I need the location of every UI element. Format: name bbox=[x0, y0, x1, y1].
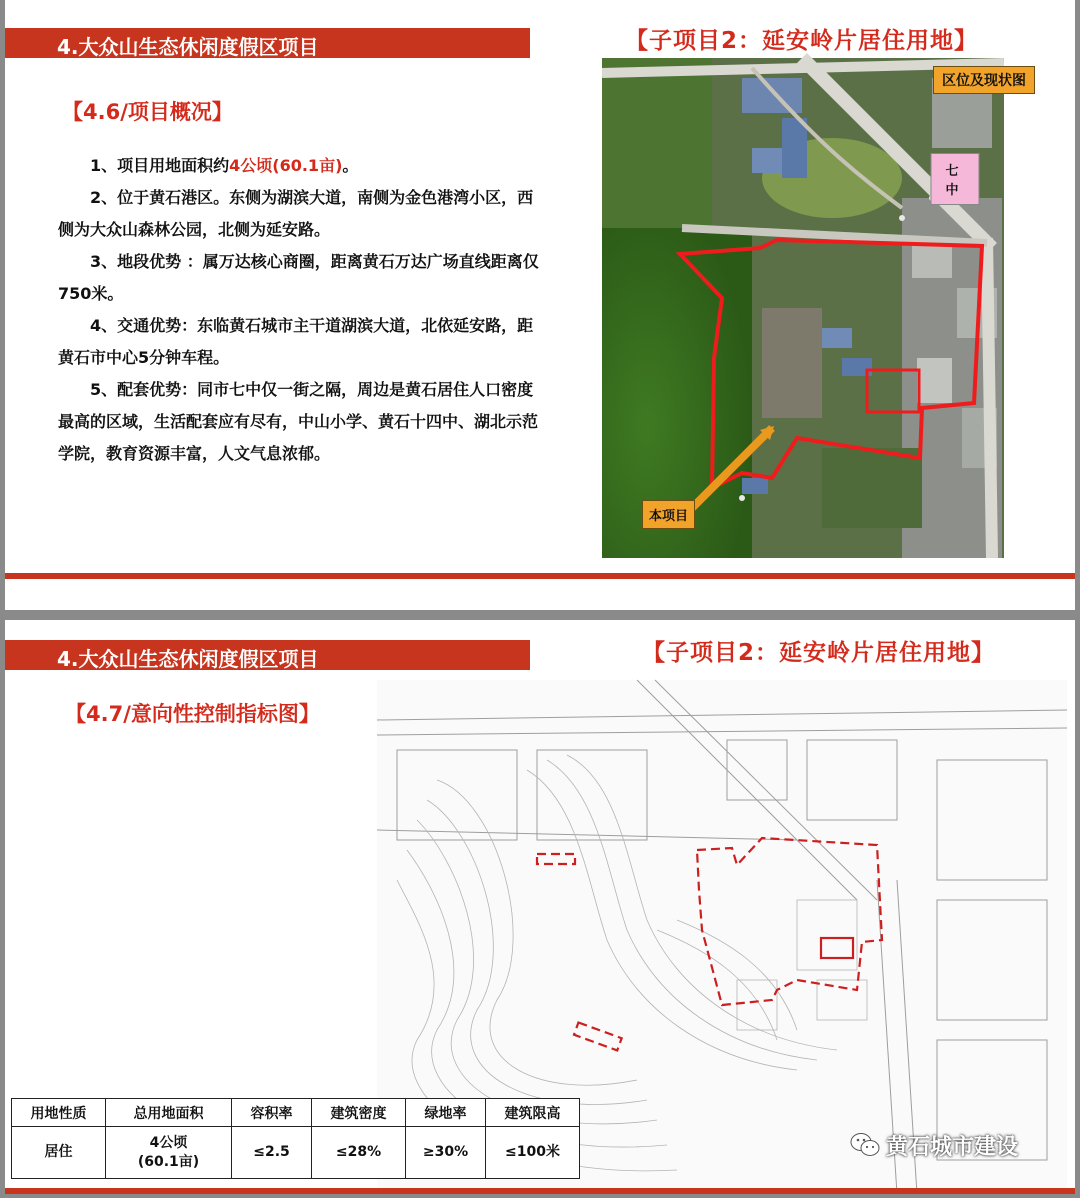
watermark-text: 黄石城市建设 bbox=[886, 1135, 1019, 1160]
table-header-row bbox=[12, 1099, 580, 1127]
location-status-label: 区位及现状图 bbox=[933, 66, 1035, 94]
slide-divider-rule bbox=[5, 573, 1075, 579]
header-total-area: 总用地面积 bbox=[106, 1099, 232, 1127]
watermark bbox=[850, 1130, 1018, 1164]
title-bar bbox=[5, 640, 530, 670]
cell-land-use: 居住 bbox=[12, 1127, 106, 1179]
overview-item-traffic: 4、交通优势：东临黄石城市主干道湖滨大道，北依延安路，距黄石市中心5分钟车程。 bbox=[58, 316, 534, 367]
overview-item-advantage: 3、地段优势 ：属万达核心商圈，距离黄石万达广场直线距离仅750米。 bbox=[58, 252, 539, 303]
school-label: 七中 bbox=[931, 153, 980, 205]
header-plot-ratio: 容积率 bbox=[232, 1099, 312, 1127]
slide-control-indicators bbox=[5, 620, 1075, 1194]
slide-bottom-rule bbox=[5, 1188, 1075, 1194]
project-overview-text bbox=[58, 150, 548, 470]
project-marker-label: 本项目 bbox=[642, 500, 695, 529]
overview-item-facilities: 5、配套优势：同市七中仅一街之隔，周边是黄石居住人口密度最高的区域，生活配套应有尽有，中山小学、黄石十四中、湖北示范学院，教育资源丰富，人文气息浓郁。 bbox=[58, 380, 539, 463]
cell-height-limit: ≤100米 bbox=[486, 1127, 580, 1179]
wechat-icon bbox=[850, 1132, 880, 1164]
overview-item-area: 1、项目用地面积约4公顷(60.1亩)。 bbox=[90, 156, 359, 175]
cell-total-area: 4公顷 (60.1亩) bbox=[106, 1127, 232, 1179]
section-heading: 【4.6/项目概况】 bbox=[62, 100, 233, 124]
slide-project-overview bbox=[5, 0, 1075, 610]
header-land-use: 用地性质 bbox=[12, 1099, 106, 1127]
cell-green-ratio: ≥30% bbox=[406, 1127, 486, 1179]
header-building-density: 建筑密度 bbox=[312, 1099, 406, 1127]
header-height-limit: 建筑限高 bbox=[486, 1099, 580, 1127]
satellite-map bbox=[602, 58, 1026, 558]
title-bar-text: 4.大众山生态休闲度假区项目 bbox=[57, 647, 319, 671]
section-heading: 【4.7/意向性控制指标图】 bbox=[65, 702, 320, 726]
control-indicator-table bbox=[11, 1098, 580, 1179]
area-highlight: 4公顷(60.1亩) bbox=[229, 156, 343, 175]
header-green-ratio: 绿地率 bbox=[406, 1099, 486, 1127]
subproject-title: 【子项目2：延安岭片居住用地】 bbox=[625, 28, 979, 54]
cell-plot-ratio: ≤2.5 bbox=[232, 1127, 312, 1179]
table-row bbox=[12, 1127, 580, 1179]
title-bar bbox=[5, 28, 530, 58]
overview-item-location: 2、位于黄石港区。东侧为湖滨大道，南侧为金色港湾小区，西侧为大众山森林公园，北侧为延安路。 bbox=[58, 188, 534, 239]
title-bar-text: 4.大众山生态休闲度假区项目 bbox=[57, 35, 319, 59]
cell-building-density: ≤28% bbox=[312, 1127, 406, 1179]
satellite-map-image bbox=[602, 58, 1004, 558]
subproject-title: 【子项目2：延安岭片居住用地】 bbox=[642, 640, 996, 666]
